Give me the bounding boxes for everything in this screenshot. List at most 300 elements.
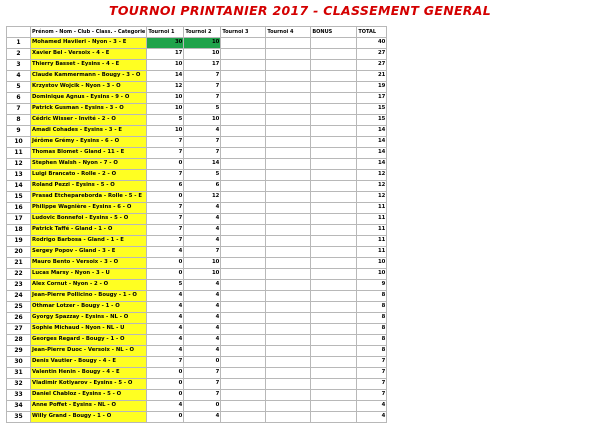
total-cell[interactable]: 15 [357,115,387,126]
tournament-2-score-cell[interactable]: 14 [184,159,221,170]
tournament-1-score-cell[interactable]: 0 [147,192,184,203]
bonus-cell[interactable] [311,137,357,148]
total-cell[interactable]: 27 [357,60,387,71]
table-row [7,368,387,379]
tournament-2-score-cell[interactable]: 7 [184,390,221,401]
rank-cell: 7 [7,104,31,115]
table-row [7,49,387,60]
tournament-2-score-cell[interactable]: 4 [184,280,221,291]
tournament-4-score-cell[interactable] [266,291,311,302]
player-name-cell[interactable]: Mauro Bento - Versoix - 3 - O [31,258,147,269]
tournament-2-score-cell[interactable]: 10 [184,269,221,280]
tournament-1-score-cell[interactable]: 12 [147,82,184,93]
bonus-header[interactable]: BONUS [311,27,357,38]
total-cell[interactable]: 40 [357,38,387,49]
player-name-cell[interactable]: Prasad Etcheparebordа - Rolle - 5 - E [31,192,147,203]
player-name-cell[interactable]: Vladimir Kotlyarov - Eysins - 5 - O [31,379,147,390]
tournament-1-score-cell[interactable]: 10 [147,104,184,115]
tournament-2-score-cell[interactable]: 0 [184,357,221,368]
tournament-4-score-cell[interactable] [266,181,311,192]
rank-cell: 10 [7,137,31,148]
total-cell[interactable]: 7 [357,390,387,401]
tournament-4-score-cell[interactable] [266,313,311,324]
tournament-1-score-cell[interactable]: 5 [147,280,184,291]
tournament-2-score-cell[interactable]: 10 [184,49,221,60]
bonus-cell[interactable] [311,170,357,181]
bonus-cell[interactable] [311,225,357,236]
tournament-1-score-cell[interactable]: 4 [147,291,184,302]
tournament-3-score-cell[interactable] [221,71,266,82]
total-cell[interactable]: 11 [357,247,387,258]
rank-cell: 32 [7,379,31,390]
player-name-cell[interactable]: Dominique Agnus - Eysins - 9 - O [31,93,147,104]
tournament-4-score-cell[interactable] [266,247,311,258]
tournament-1-score-cell[interactable]: 0 [147,412,184,423]
rank-cell: 9 [7,126,31,137]
tournament-3-score-cell[interactable] [221,236,266,247]
tournament-4-score-cell[interactable] [266,159,311,170]
tournament-4-score-cell[interactable] [266,38,311,49]
tournament-1-score-cell[interactable]: 7 [147,214,184,225]
player-name-cell[interactable]: Mohamed Haviieri - Nyon - 3 - E [31,38,147,49]
total-cell[interactable]: 7 [357,357,387,368]
player-name-cell[interactable]: Denis Vautier - Bougy - 4 - E [31,357,147,368]
player-name-cell[interactable]: Rodrigo Barbosa - Gland - 1 - E [31,236,147,247]
total-cell[interactable]: 12 [357,170,387,181]
tournament-4-score-cell[interactable] [266,115,311,126]
bonus-cell[interactable] [311,269,357,280]
player-name-cell[interactable]: Thierry Basset - Eysins - 4 - E [31,60,147,71]
tournament-1-score-cell[interactable]: 7 [147,203,184,214]
player-name-cell[interactable]: Luigi Brancato - Rolle - 2 - O [31,170,147,181]
total-cell[interactable]: 19 [357,82,387,93]
tournament-1-score-cell[interactable]: 4 [147,346,184,357]
tournament-2-score-cell[interactable]: 7 [184,379,221,390]
rank-cell: 24 [7,291,31,302]
rank-cell: 28 [7,335,31,346]
rank-cell: 27 [7,324,31,335]
tournament-2-score-cell[interactable]: 4 [184,203,221,214]
tournament-1-score-cell[interactable]: 10 [147,93,184,104]
tournament-3-score-cell[interactable] [221,104,266,115]
total-cell[interactable]: 14 [357,137,387,148]
tournament-2-score-cell[interactable]: 4 [184,324,221,335]
tournament-4-score-cell[interactable] [266,93,311,104]
bonus-cell[interactable] [311,49,357,60]
tournament-1-score-cell[interactable]: 7 [147,236,184,247]
tournament-4-score-cell[interactable] [266,137,311,148]
total-cell[interactable]: 4 [357,412,387,423]
rank-cell: 16 [7,203,31,214]
total-cell[interactable]: 8 [357,302,387,313]
tournament-4-score-cell[interactable] [266,148,311,159]
tournament-4-score-cell[interactable] [266,126,311,137]
bonus-cell[interactable] [311,115,357,126]
tournament-2-score-cell[interactable]: 6 [184,181,221,192]
total-cell[interactable]: 9 [357,280,387,291]
player-name-cell[interactable]: Claude Kammermann - Bougy - 3 - O [31,71,147,82]
tournament-3-score-cell[interactable] [221,225,266,236]
tournament-1-score-cell[interactable]: 5 [147,115,184,126]
tournament-3-score-cell[interactable] [221,170,266,181]
bonus-cell[interactable] [311,93,357,104]
table-row [7,148,387,159]
tournament-4-score-cell[interactable] [266,335,311,346]
bonus-cell[interactable] [311,192,357,203]
player-name-cell[interactable]: Jérôme Grémy - Eysins - 6 - O [31,137,147,148]
tournament-4-score-cell[interactable] [266,214,311,225]
rank-cell: 25 [7,302,31,313]
tournament-1-score-cell[interactable]: 7 [147,137,184,148]
rank-cell: 15 [7,192,31,203]
bonus-cell[interactable] [311,401,357,412]
name-header[interactable]: Prénom - Nom - Club - Class. - Categorie [31,27,147,38]
tournament-2-score-cell[interactable]: 7 [184,93,221,104]
total-cell[interactable]: 17 [357,93,387,104]
tournament-2-score-cell[interactable]: 7 [184,137,221,148]
total-cell[interactable]: 14 [357,126,387,137]
bonus-cell[interactable] [311,258,357,269]
tournament-1-score-cell[interactable]: 0 [147,269,184,280]
tournament-2-score-cell[interactable]: 7 [184,82,221,93]
total-cell[interactable]: 11 [357,214,387,225]
tournament-1-score-cell[interactable]: 4 [147,401,184,412]
tournament-3-score-cell[interactable] [221,269,266,280]
bonus-cell[interactable] [311,38,357,49]
total-cell[interactable]: 7 [357,368,387,379]
bonus-cell[interactable] [311,159,357,170]
bonus-cell[interactable] [311,368,357,379]
tournament-2-score-cell[interactable]: 4 [184,302,221,313]
tournament-2-score-cell[interactable]: 4 [184,225,221,236]
tournament-4-score-cell[interactable] [266,236,311,247]
tournament-3-score-cell[interactable] [221,357,266,368]
bonus-cell[interactable] [311,148,357,159]
player-name-cell[interactable]: Stephen Walsh - Nyon - 7 - O [31,159,147,170]
tournament-2-score-cell[interactable]: 0 [184,401,221,412]
tournament-3-score-cell[interactable] [221,49,266,60]
bonus-cell[interactable] [311,291,357,302]
tournament-2-score-cell[interactable]: 5 [184,170,221,181]
tournament-2-score-cell[interactable]: 7 [184,368,221,379]
rank-cell: 21 [7,258,31,269]
tournament-2-score-cell[interactable]: 4 [184,236,221,247]
tournament-3-score-cell[interactable] [221,291,266,302]
tournament-3-score-cell[interactable] [221,302,266,313]
rank-cell: 3 [7,60,31,71]
bonus-cell[interactable] [311,335,357,346]
total-cell[interactable]: 8 [357,346,387,357]
total-cell[interactable]: 27 [357,49,387,60]
bonus-cell[interactable] [311,82,357,93]
player-name-cell[interactable]: Xavier Bel - Versoix - 4 - E [31,49,147,60]
total-cell[interactable]: 12 [357,192,387,203]
rank-cell: 26 [7,313,31,324]
table-row [7,324,387,335]
player-name-cell[interactable]: Philippe Wagnière - Eysins - 6 - O [31,203,147,214]
bonus-cell[interactable] [311,60,357,71]
rank-cell: 33 [7,390,31,401]
tournament-4-score-cell[interactable] [266,390,311,401]
rank-cell: 20 [7,247,31,258]
tournament-3-score-cell[interactable] [221,38,266,49]
table-row [7,203,387,214]
tournament-1-score-cell[interactable]: 4 [147,335,184,346]
total-cell[interactable]: 21 [357,71,387,82]
bonus-cell[interactable] [311,203,357,214]
tournament-4-score-cell[interactable] [266,269,311,280]
player-name-cell[interactable]: Jean-Pierre Duoc - Versoix - NL - O [31,346,147,357]
total-cell[interactable]: 12 [357,181,387,192]
header-row [7,27,387,38]
player-name-cell[interactable]: Sophie Michaud - Nyon - NL - U [31,324,147,335]
rank-cell: 4 [7,71,31,82]
tournament-4-score-cell[interactable] [266,258,311,269]
tournament-4-score-cell[interactable] [266,192,311,203]
tournament-4-header[interactable]: Tournoi 4 [266,27,311,38]
bonus-cell[interactable] [311,302,357,313]
tournament-2-score-cell[interactable]: 7 [184,247,221,258]
bonus-cell[interactable] [311,71,357,82]
table-row [7,346,387,357]
bonus-cell[interactable] [311,324,357,335]
rank-cell: 13 [7,170,31,181]
tournament-4-score-cell[interactable] [266,280,311,291]
tournament-1-score-cell[interactable]: 0 [147,368,184,379]
tournament-2-score-cell[interactable]: 4 [184,214,221,225]
bonus-cell[interactable] [311,379,357,390]
player-name-cell[interactable]: Patrick Gusman - Eysins - 3 - O [31,104,147,115]
table-row [7,335,387,346]
tournament-3-score-cell[interactable] [221,346,266,357]
tournament-1-score-cell[interactable]: 0 [147,379,184,390]
tournament-3-score-cell[interactable] [221,247,266,258]
rank-cell: 8 [7,115,31,126]
tournament-2-score-cell[interactable]: 4 [184,291,221,302]
player-name-cell[interactable]: Alex Cornut - Nyon - 2 - O [31,280,147,291]
tournament-1-score-cell[interactable]: 14 [147,71,184,82]
tournament-3-score-cell[interactable] [221,115,266,126]
table-row [7,379,387,390]
total-cell[interactable]: 8 [357,324,387,335]
bonus-cell[interactable] [311,236,357,247]
tournament-1-score-cell[interactable]: 7 [147,148,184,159]
bonus-cell[interactable] [311,247,357,258]
total-header[interactable]: TOTAL [357,27,387,38]
player-name-cell[interactable]: Georges Regard - Bougy - 1 - O [31,335,147,346]
tournament-2-score-cell[interactable]: 17 [184,60,221,71]
tournament-1-score-cell[interactable]: 4 [147,247,184,258]
tournament-1-score-cell[interactable]: 6 [147,181,184,192]
table-row [7,104,387,115]
bonus-cell[interactable] [311,104,357,115]
tournament-3-score-cell[interactable] [221,379,266,390]
bonus-cell[interactable] [311,280,357,291]
player-name-cell[interactable]: Othmar Lotzer - Bougy - 1 - O [31,302,147,313]
tournament-4-score-cell[interactable] [266,379,311,390]
tournament-1-score-cell[interactable]: 17 [147,49,184,60]
tournament-1-score-cell[interactable]: 4 [147,302,184,313]
bonus-cell[interactable] [311,313,357,324]
tournament-1-header[interactable]: Tournoi 1 [147,27,184,38]
tournament-3-score-cell[interactable] [221,401,266,412]
total-cell[interactable]: 8 [357,291,387,302]
tournament-3-score-cell[interactable] [221,181,266,192]
tournament-3-score-cell[interactable] [221,280,266,291]
tournament-4-score-cell[interactable] [266,357,311,368]
total-cell[interactable]: 15 [357,104,387,115]
player-name-cell[interactable]: Daniel Chabloz - Eysins - 5 - O [31,390,147,401]
tournament-2-score-cell[interactable]: 10 [184,115,221,126]
tournament-4-score-cell[interactable] [266,412,311,423]
tournament-3-score-cell[interactable] [221,159,266,170]
rank-cell: 29 [7,346,31,357]
tournament-4-score-cell[interactable] [266,71,311,82]
table-row [7,313,387,324]
table-row [7,258,387,269]
tournament-1-score-cell[interactable]: 0 [147,258,184,269]
total-cell[interactable]: 11 [357,225,387,236]
total-cell[interactable]: 11 [357,203,387,214]
tournament-3-score-cell[interactable] [221,192,266,203]
player-name-cell[interactable]: Roland Pezzi - Eysins - 5 - O [31,181,147,192]
total-cell[interactable]: 8 [357,313,387,324]
tournament-4-score-cell[interactable] [266,203,311,214]
tournament-3-score-cell[interactable] [221,137,266,148]
total-cell[interactable]: 14 [357,159,387,170]
tournament-3-score-cell[interactable] [221,203,266,214]
tournament-3-score-cell[interactable] [221,412,266,423]
bonus-cell[interactable] [311,181,357,192]
tournament-1-score-cell[interactable]: 0 [147,390,184,401]
tournament-1-score-cell[interactable]: 30 [147,38,184,49]
total-cell[interactable]: 14 [357,148,387,159]
tournament-1-score-cell[interactable]: 10 [147,60,184,71]
bonus-cell[interactable] [311,126,357,137]
rank-cell: 5 [7,82,31,93]
tournament-2-score-cell[interactable]: 10 [184,258,221,269]
tournament-3-score-cell[interactable] [221,335,266,346]
player-name-cell[interactable]: Patrick Taffé - Gland - 1 - O [31,225,147,236]
table-row [7,412,387,423]
tournament-2-header[interactable]: Tournoi 2 [184,27,221,38]
rank-cell: 12 [7,159,31,170]
total-cell[interactable]: 8 [357,335,387,346]
tournament-2-score-cell[interactable]: 4 [184,412,221,423]
rank-cell: 18 [7,225,31,236]
player-name-cell[interactable]: Lucas Marsy - Nyon - 3 - U [31,269,147,280]
tournament-4-score-cell[interactable] [266,346,311,357]
player-name-cell[interactable]: Ludovic Bonnefoi - Eysins - 5 - O [31,214,147,225]
total-cell[interactable]: 7 [357,379,387,390]
total-cell[interactable]: 10 [357,269,387,280]
tournament-2-score-cell[interactable]: 10 [184,38,221,49]
tournament-2-score-cell[interactable]: 4 [184,313,221,324]
table-row [7,38,387,49]
bonus-cell[interactable] [311,390,357,401]
player-name-cell[interactable]: Amadi Cohades - Eysins - 3 - E [31,126,147,137]
total-cell[interactable]: 11 [357,236,387,247]
player-name-cell[interactable]: Gyorgy Spazzay - Eysins - NL - O [31,313,147,324]
tournament-4-score-cell[interactable] [266,49,311,60]
player-name-cell[interactable]: Willy Grand - Bougy - 1 - O [31,412,147,423]
tournament-2-score-cell[interactable]: 5 [184,104,221,115]
tournament-1-score-cell[interactable]: 7 [147,357,184,368]
bonus-cell[interactable] [311,346,357,357]
tournament-4-score-cell[interactable] [266,324,311,335]
player-name-cell[interactable]: Valentin Henin - Bougy - 4 - E [31,368,147,379]
tournament-3-score-cell[interactable] [221,60,266,71]
tournament-2-score-cell[interactable]: 7 [184,71,221,82]
tournament-1-score-cell[interactable]: 4 [147,324,184,335]
tournament-3-score-cell[interactable] [221,82,266,93]
standings-table [6,26,387,423]
bonus-cell[interactable] [311,357,357,368]
tournament-2-score-cell[interactable]: 12 [184,192,221,203]
tournament-3-score-cell[interactable] [221,313,266,324]
rank-cell: 35 [7,412,31,423]
table-row [7,93,387,104]
rank-cell: 11 [7,148,31,159]
tournament-1-score-cell[interactable]: 10 [147,126,184,137]
tournament-3-score-cell[interactable] [221,148,266,159]
rank-cell: 23 [7,280,31,291]
tournament-4-score-cell[interactable] [266,170,311,181]
bonus-cell[interactable] [311,214,357,225]
tournament-1-score-cell[interactable]: 4 [147,313,184,324]
player-name-cell[interactable]: Jean-Pierre Pollicino - Bougy - 1 - O [31,291,147,302]
tournament-4-score-cell[interactable] [266,368,311,379]
player-name-cell[interactable]: Sergey Popov - Gland - 3 - E [31,247,147,258]
player-name-cell[interactable]: Krzystov Wojcik - Nyon - 3 - O [31,82,147,93]
player-name-cell[interactable]: Cédric Wisser - Invité - 2 - O [31,115,147,126]
table-row [7,280,387,291]
tournament-4-score-cell[interactable] [266,60,311,71]
tournament-3-header[interactable]: Tournoi 3 [221,27,266,38]
table-row [7,82,387,93]
table-row [7,60,387,71]
tournament-3-score-cell[interactable] [221,324,266,335]
total-cell[interactable]: 4 [357,401,387,412]
player-name-cell[interactable]: Thomas Blomet - Gland - 11 - E [31,148,147,159]
rank-cell: 22 [7,269,31,280]
table-row [7,214,387,225]
player-name-cell[interactable]: Anne Poffet - Eysins - NL - O [31,401,147,412]
tournament-3-score-cell[interactable] [221,368,266,379]
table-row [7,170,387,181]
bonus-cell[interactable] [311,412,357,423]
tournament-4-score-cell[interactable] [266,82,311,93]
tournament-2-score-cell[interactable]: 4 [184,335,221,346]
tournament-1-score-cell[interactable]: 7 [147,170,184,181]
tournament-1-score-cell[interactable]: 7 [147,225,184,236]
total-cell[interactable]: 10 [357,258,387,269]
rank-cell: 31 [7,368,31,379]
tournament-4-score-cell[interactable] [266,225,311,236]
tournament-3-score-cell[interactable] [221,93,266,104]
tournament-2-score-cell[interactable]: 4 [184,346,221,357]
tournament-3-score-cell[interactable] [221,126,266,137]
tournament-3-score-cell[interactable] [221,214,266,225]
tournament-2-score-cell[interactable]: 4 [184,126,221,137]
tournament-4-score-cell[interactable] [266,104,311,115]
tournament-1-score-cell[interactable]: 0 [147,159,184,170]
tournament-4-score-cell[interactable] [266,401,311,412]
tournament-4-score-cell[interactable] [266,302,311,313]
tournament-3-score-cell[interactable] [221,258,266,269]
tournament-2-score-cell[interactable]: 7 [184,148,221,159]
tournament-3-score-cell[interactable] [221,390,266,401]
